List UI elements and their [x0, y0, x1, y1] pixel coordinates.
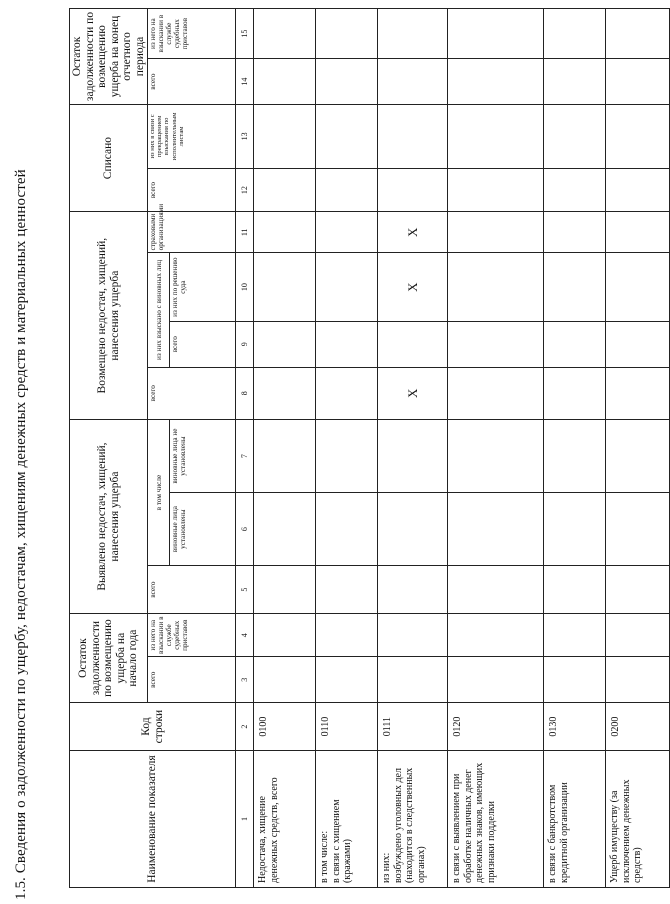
header-revealed-total: всего: [148, 566, 236, 614]
value-cell-col-4[interactable]: [544, 614, 606, 657]
value-cell-col-15[interactable]: [254, 9, 316, 59]
value-cell-col-4[interactable]: [606, 614, 670, 657]
value-cell-col-13[interactable]: [448, 104, 544, 168]
header-rest-begin: Остаток задолженности по возмещению ущерба на начало года: [70, 614, 148, 703]
value-cell-col-11[interactable]: [254, 212, 316, 253]
header-written-off: Списано: [70, 104, 148, 211]
value-cell-col-13[interactable]: [606, 104, 670, 168]
section-title: 1.5. Сведения о задолженности по ущербу, недостачам, хищениям денежных средств и материальных ценностей: [13, 169, 29, 900]
value-cell-col-14[interactable]: [544, 59, 606, 105]
value-cell-col-12[interactable]: [544, 168, 606, 211]
row-name-line: из них:: [381, 852, 392, 883]
value-cell-col-5[interactable]: [448, 566, 544, 614]
value-cell-col-9[interactable]: [544, 321, 606, 367]
value-cell-col-5[interactable]: [544, 566, 606, 614]
table-row: [544, 9, 606, 888]
column-number-1: 1: [236, 751, 254, 888]
value-cell-col-5[interactable]: [606, 566, 670, 614]
value-cell-col-7[interactable]: [544, 420, 606, 493]
value-cell-col-3[interactable]: [544, 657, 606, 703]
table-row: [606, 9, 670, 888]
value-cell-col-6[interactable]: [316, 493, 378, 566]
value-cell-col-13[interactable]: [254, 104, 316, 168]
row-name-line: Недостача, хищение денежных средств, всего: [257, 777, 280, 883]
value-cell-col-3[interactable]: [254, 657, 316, 703]
value-cell-col-7[interactable]: [254, 420, 316, 493]
column-number-row: [236, 9, 254, 888]
row-name-line: в связи с хищением (кражами): [330, 799, 353, 883]
value-cell-col-8[interactable]: [544, 367, 606, 420]
header-compensated-insurance: страховыми организациями: [148, 212, 236, 253]
value-cell-col-12[interactable]: [378, 168, 448, 211]
column-number-13: 13: [236, 104, 254, 168]
value-cell-col-11[interactable]: [544, 212, 606, 253]
column-number-12: 12: [236, 168, 254, 211]
value-cell-col-8[interactable]: [316, 367, 378, 420]
value-cell-col-6[interactable]: [544, 493, 606, 566]
row-name: [448, 751, 544, 888]
value-cell-col-7[interactable]: [606, 420, 670, 493]
row-code: 0110: [316, 703, 378, 751]
value-cell-col-14[interactable]: [316, 59, 378, 105]
header-code: Код строки: [70, 703, 236, 751]
report-table: [69, 8, 670, 888]
column-number-5: 5: [236, 566, 254, 614]
value-cell-col-10[interactable]: [606, 253, 670, 321]
row-code: 0120: [448, 703, 544, 751]
value-cell-col-12[interactable]: [606, 168, 670, 211]
row-name: [254, 751, 316, 888]
column-number-3: 3: [236, 657, 254, 703]
value-cell-col-3[interactable]: [448, 657, 544, 703]
row-name-line: в связи с банкротством кредитной организации: [547, 782, 570, 883]
header-compensated-guilty: из них взыскано с виновных лиц: [148, 253, 170, 367]
row-name-line: в связи с выявлением при обработке наличных денег денежных знаков, имеющих признаки подделки: [451, 762, 497, 883]
column-number-6: 6: [236, 493, 254, 566]
value-cell-col-9[interactable]: [606, 321, 670, 367]
row-name: [606, 751, 670, 888]
value-cell-col-14[interactable]: [378, 59, 448, 105]
header-rest-begin-total: всего: [148, 657, 236, 703]
report-table-rotated: [69, 8, 643, 888]
value-cell-col-6[interactable]: [448, 493, 544, 566]
row-name-line: в том числе:: [319, 830, 330, 883]
value-cell-col-10[interactable]: [254, 253, 316, 321]
value-cell-col-9[interactable]: [316, 321, 378, 367]
value-cell-col-15[interactable]: [316, 9, 378, 59]
value-cell-col-7[interactable]: [316, 420, 378, 493]
row-code: 0111: [378, 703, 448, 751]
value-cell-col-5[interactable]: [254, 566, 316, 614]
column-number-11: 11: [236, 212, 254, 253]
value-cell-col-6[interactable]: [606, 493, 670, 566]
header-written-off-total: всего: [148, 168, 236, 211]
value-cell-col-12[interactable]: [448, 168, 544, 211]
value-cell-col-15[interactable]: [544, 9, 606, 59]
header-rest-end-bailiffs: из него на взыскании в службе судебных приставов: [148, 9, 236, 59]
value-cell-col-10[interactable]: [316, 253, 378, 321]
value-cell-col-15[interactable]: [378, 9, 448, 59]
row-name: [378, 751, 448, 888]
column-number-8: 8: [236, 367, 254, 420]
value-cell-col-15[interactable]: [448, 9, 544, 59]
x-mark-col-11: X: [378, 212, 448, 253]
table-row: [378, 9, 448, 888]
value-cell-col-3[interactable]: [378, 657, 448, 703]
header-rest-end: Остаток задолженности по возмещению ущерба на конец отчетного периода: [70, 9, 148, 105]
value-cell-col-6[interactable]: [254, 493, 316, 566]
row-code: 0200: [606, 703, 670, 751]
value-cell-col-3[interactable]: [606, 657, 670, 703]
value-cell-col-6[interactable]: [378, 493, 448, 566]
x-mark-col-10: X: [378, 253, 448, 321]
header-rest-begin-bailiffs: из него на взыскании в службе судебных приставов: [148, 614, 236, 657]
value-cell-col-7[interactable]: [378, 420, 448, 493]
value-cell-col-4[interactable]: [448, 614, 544, 657]
value-cell-col-14[interactable]: [448, 59, 544, 105]
row-name-line: возбуждено уголовных дел (находится в следственных органах): [392, 767, 427, 883]
value-cell-col-13[interactable]: [378, 104, 448, 168]
value-cell-col-8[interactable]: [254, 367, 316, 420]
value-cell-col-8[interactable]: [606, 367, 670, 420]
header-rest-end-total: всего: [148, 59, 236, 105]
header-compensated-total: всего: [148, 367, 236, 420]
row-code: 0100: [254, 703, 316, 751]
column-number-14: 14: [236, 59, 254, 105]
value-cell-col-14[interactable]: [254, 59, 316, 105]
column-number-2: 2: [236, 703, 254, 751]
value-cell-col-12[interactable]: [316, 168, 378, 211]
row-code: 0130: [544, 703, 606, 751]
value-cell-col-4[interactable]: [316, 614, 378, 657]
value-cell-col-4[interactable]: [378, 614, 448, 657]
row-name: [316, 751, 378, 888]
header-name: Наименование показателя: [70, 751, 236, 888]
column-number-7: 7: [236, 420, 254, 493]
value-cell-col-5[interactable]: [378, 566, 448, 614]
row-name-line: Ущерб имуществу (за исключением денежных средств): [609, 779, 643, 883]
value-cell-col-14[interactable]: [606, 59, 670, 105]
header-compensated-court: из них по решению суда: [170, 253, 236, 321]
column-number-9: 9: [236, 321, 254, 367]
header-written-off-terminated: из них в связи с прекращением взыскания по исполнительным листам: [148, 104, 236, 168]
value-cell-col-9[interactable]: [378, 321, 448, 367]
header-compensated-guilty-total: всего: [170, 321, 236, 367]
value-cell-col-7[interactable]: [448, 420, 544, 493]
table-row: [448, 9, 544, 888]
row-name: [544, 751, 606, 888]
value-cell-col-3[interactable]: [316, 657, 378, 703]
column-number-4: 4: [236, 614, 254, 657]
header-revealed-unknown: виновные лица не установлены: [170, 420, 236, 493]
header-revealed-known: виновные лица установлены: [170, 493, 236, 566]
value-cell-col-13[interactable]: [316, 104, 378, 168]
table-row: [316, 9, 378, 888]
value-cell-col-9[interactable]: [254, 321, 316, 367]
value-cell-col-11[interactable]: [316, 212, 378, 253]
value-cell-col-10[interactable]: [448, 253, 544, 321]
value-cell-col-11[interactable]: [448, 212, 544, 253]
header-compensated: Возмещено недостач, хищений, нанесения ущерба: [70, 212, 148, 420]
value-cell-col-12[interactable]: [254, 168, 316, 211]
value-cell-col-4[interactable]: [254, 614, 316, 657]
column-number-15: 15: [236, 9, 254, 59]
value-cell-col-13[interactable]: [544, 104, 606, 168]
table-row: [254, 9, 316, 888]
value-cell-col-15[interactable]: [606, 9, 670, 59]
value-cell-col-11[interactable]: [606, 212, 670, 253]
column-number-10: 10: [236, 253, 254, 321]
value-cell-col-5[interactable]: [316, 566, 378, 614]
x-mark-col-8: X: [378, 367, 448, 420]
value-cell-col-8[interactable]: [448, 367, 544, 420]
header-revealed: Выявлено недостач, хищений, нанесения ущерба: [70, 420, 148, 614]
value-cell-col-10[interactable]: [544, 253, 606, 321]
value-cell-col-9[interactable]: [448, 321, 544, 367]
header-revealed-incl: в том числе: [148, 420, 170, 566]
